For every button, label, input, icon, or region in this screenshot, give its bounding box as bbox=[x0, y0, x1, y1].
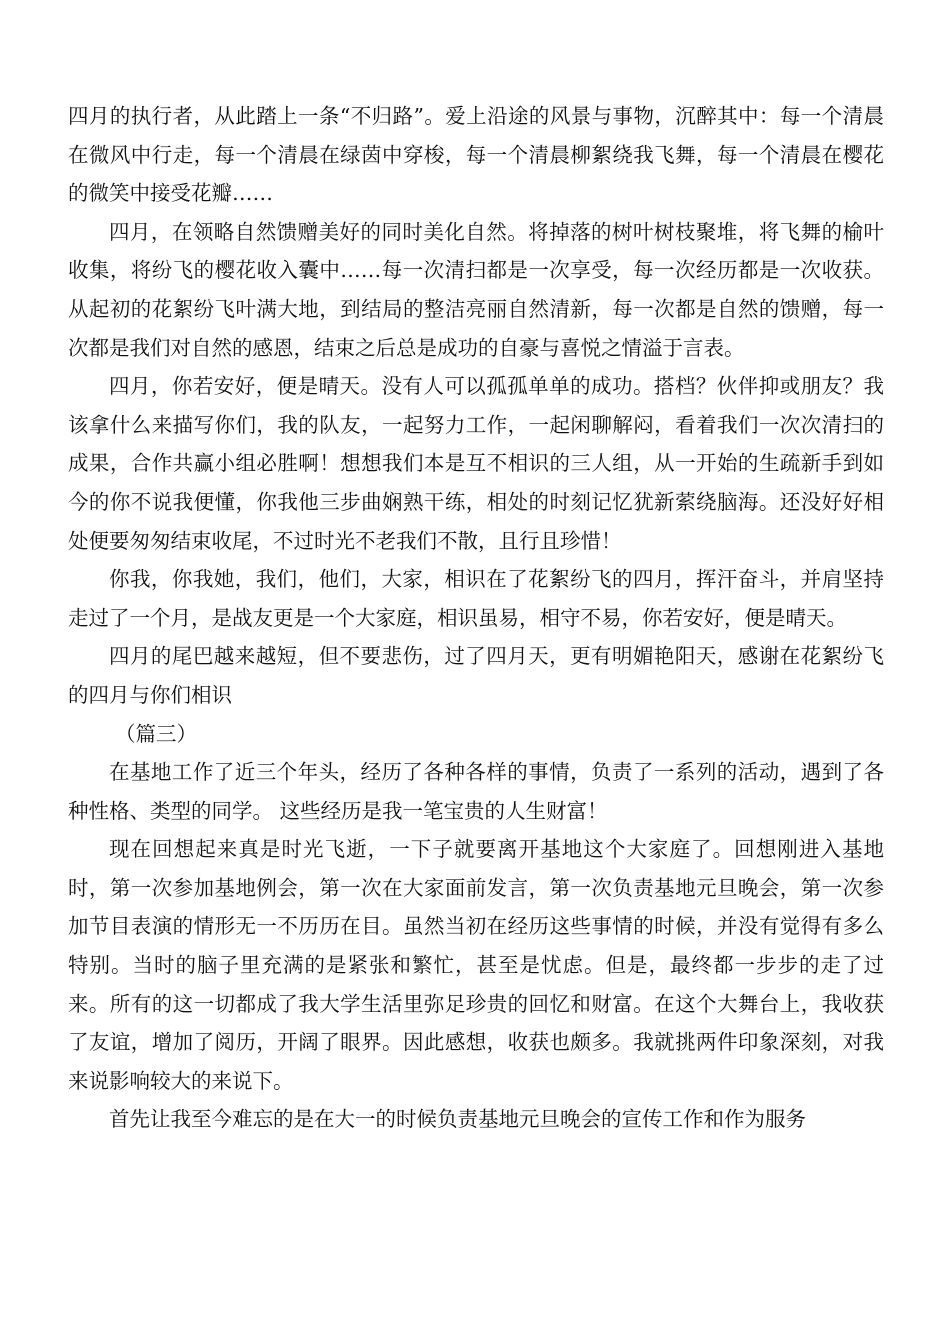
document-page bbox=[68, 97, 884, 1139]
paragraph: 在基地工作了近三个年头，经历了各种各样的事情，负责了一系列的活动，遇到了各种性格、类型的同学。 这些经历是我一笔宝贵的人生财富！ bbox=[68, 760, 884, 823]
paragraph: 现在回想起来真是时光飞逝，一下子就要离开基地这个大家庭了。回想刚进入基地时，第一次参加基地例会，第一次在大家面前发言，第一次负责基地元旦晚会，第一次参加节目表演的情形无一不历历在目。虽然当初在经历这些事情的时候，并没有觉得有多么特别。当时的脑子里充满的是紧张和繁忙，甚至是忧虑。但是，最终都一步步的走了过来。所有的这一切都成了我大学生活里弥足珍贵的回忆和财富。在这个大舞台上，我收获了友谊，增加了阅历，开阔了眼界。因此感想，收获也颇多。我就挑两件印象深刻，对我来说影响较大的来说下。 bbox=[68, 837, 884, 1093]
paragraph: 首先让我至今难忘的是在大一的时候负责基地元旦晚会的宣传工作和作为服务 bbox=[109, 1107, 806, 1132]
paragraph: 你我，你我她，我们，他们，大家，相识在了花絮纷飞的四月，挥汗奋斗，并肩坚持走过了一个月，是战友更是一个大家庭，相识虽易，相守不易，你若安好，便是晴天。 bbox=[68, 567, 884, 630]
paragraph-continued: 四月的执行者，从此踏上一条“不归路”。爱上沿途的风景与事物，沉醉其中：每一个清晨在微风中行走，每一个清晨在绿茵中穿梭，每一个清晨柳絮绕我飞舞，每一个清晨在樱花的微笑中接受花瓣…… bbox=[68, 104, 884, 206]
section-heading: （篇三） bbox=[115, 721, 197, 746]
paragraph: 四月，在领略自然馈赠美好的同时美化自然。将掉落的树叶树枝聚堆，将飞舞的榆叶收集，将纷飞的樱花收入囊中……每一次清扫都是一次享受，每一次经历都是一次收获。从起初的花絮纷飞叶满大地，到结局的整洁亮丽自然清新，每一次都是自然的馈赠，每一次都是我们对自然的感恩，结束之后总是成功的自豪与喜悦之情溢于言表。 bbox=[68, 219, 884, 360]
paragraph: 四月，你若安好，便是晴天。没有人可以孤孤单单的成功。搭档？伙伴抑或朋友？我该拿什么来描写你们，我的队友，一起努力工作，一起闲聊解闷，看着我们一次次清扫的成果，合作共赢小组必胜啊！想想我们本是互不相识的三人组，从一开始的生疏新手到如今的你不说我便懂，你我他三步曲娴熟干练，相处的时刻记忆犹新萦绕脑海。还没好好相处便要匆匆结束收尾，不过时光不老我们不散，且行且珍惜！ bbox=[68, 374, 884, 553]
paragraph: 四月的尾巴越来越短，但不要悲伤，过了四月天，更有明媚艳阳天，感谢在花絮纷飞的四月与你们相识 bbox=[68, 644, 884, 707]
